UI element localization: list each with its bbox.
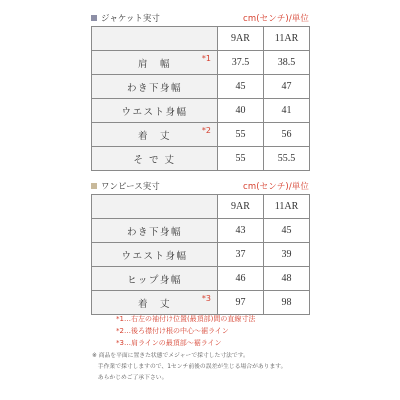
footnote-marker: *2 <box>201 126 211 135</box>
row-label: ウエスト身幅 <box>121 250 188 262</box>
value-cell-11ar: 39 <box>264 243 310 267</box>
table-row <box>92 219 310 243</box>
table-row <box>92 99 310 123</box>
value-cell-9ar: 97 <box>218 291 264 315</box>
note-2: *2…後ろ襟付け根の中心〜裾ライン <box>116 327 229 335</box>
column-header-9ar: 9AR <box>218 27 264 51</box>
table-row <box>92 243 310 267</box>
note-1: *1…右左の袖付け位置(最頂部)間の直線寸法 <box>116 315 256 323</box>
row-label-cell <box>92 219 218 243</box>
table-row <box>92 147 310 171</box>
onepiece-size-table <box>91 194 310 315</box>
row-label: わき下身幅 <box>126 226 182 238</box>
row-label-cell <box>92 147 218 171</box>
row-label: わき下身幅 <box>126 82 182 94</box>
footnote-marker: *3 <box>201 294 211 303</box>
table-header-row <box>92 195 310 219</box>
value-cell-9ar: 37.5 <box>218 51 264 75</box>
jacket-size-table <box>91 26 310 171</box>
onepiece-section-header <box>91 180 309 194</box>
row-label: ウエスト身幅 <box>121 106 188 118</box>
value-cell-11ar: 98 <box>264 291 310 315</box>
row-label-cell <box>92 123 218 147</box>
table-row <box>92 123 310 147</box>
row-label-cell <box>92 267 218 291</box>
measurement-notes <box>116 313 336 349</box>
jacket-title <box>91 12 160 24</box>
table-corner-cell <box>92 195 218 219</box>
footnote-line-1: ※ 商品を平面に置きた状態でメジャーで採寸した寸法です。 <box>92 353 249 359</box>
row-label: そ で 丈 <box>133 154 176 166</box>
row-label-cell <box>92 51 218 75</box>
value-cell-11ar: 38.5 <box>264 51 310 75</box>
row-label-cell <box>92 291 218 315</box>
table-corner-cell <box>92 27 218 51</box>
row-label-cell <box>92 75 218 99</box>
column-header-9ar: 9AR <box>218 195 264 219</box>
onepiece-title-text: ワンピース実寸 <box>101 182 160 192</box>
table-row <box>92 291 310 315</box>
onepiece-square-icon <box>91 183 97 189</box>
table-row <box>92 75 310 99</box>
row-label: 肩 幅 <box>137 58 171 70</box>
jacket-title-text: ジャケット実寸 <box>101 14 160 24</box>
table-row <box>92 267 310 291</box>
row-label: 着 丈 <box>137 298 171 310</box>
footnote <box>92 351 342 384</box>
column-header-11ar: 11AR <box>264 27 310 51</box>
onepiece-unit: cm(センチ)/単位 <box>243 182 309 192</box>
jacket-unit: cm(センチ)/単位 <box>243 14 309 24</box>
value-cell-11ar: 56 <box>264 123 310 147</box>
value-cell-9ar: 37 <box>218 243 264 267</box>
value-cell-11ar: 45 <box>264 219 310 243</box>
footnote-marker: *1 <box>201 54 211 63</box>
value-cell-9ar: 46 <box>218 267 264 291</box>
row-label: 着 丈 <box>137 130 171 142</box>
jacket-section-header <box>91 12 309 26</box>
value-cell-11ar: 48 <box>264 267 310 291</box>
table-header-row <box>92 27 310 51</box>
value-cell-9ar: 40 <box>218 99 264 123</box>
value-cell-9ar: 55 <box>218 147 264 171</box>
row-label-cell <box>92 243 218 267</box>
value-cell-11ar: 55.5 <box>264 147 310 171</box>
value-cell-11ar: 47 <box>264 75 310 99</box>
value-cell-9ar: 43 <box>218 219 264 243</box>
onepiece-title <box>91 180 160 192</box>
table-row <box>92 51 310 75</box>
footnote-line-2: 手作業で採寸しますので、1センチ前後の誤差が生じる場合があります。 <box>92 364 287 370</box>
row-label-cell <box>92 99 218 123</box>
jacket-square-icon <box>91 15 97 21</box>
note-3: *3…肩ラインの最頂部〜裾ライン <box>116 339 222 347</box>
value-cell-9ar: 55 <box>218 123 264 147</box>
row-label: ヒップ身幅 <box>127 274 182 286</box>
footnote-line-3: あらかじめご了承下さい。 <box>92 375 168 381</box>
column-header-11ar: 11AR <box>264 195 310 219</box>
value-cell-11ar: 41 <box>264 99 310 123</box>
value-cell-9ar: 45 <box>218 75 264 99</box>
